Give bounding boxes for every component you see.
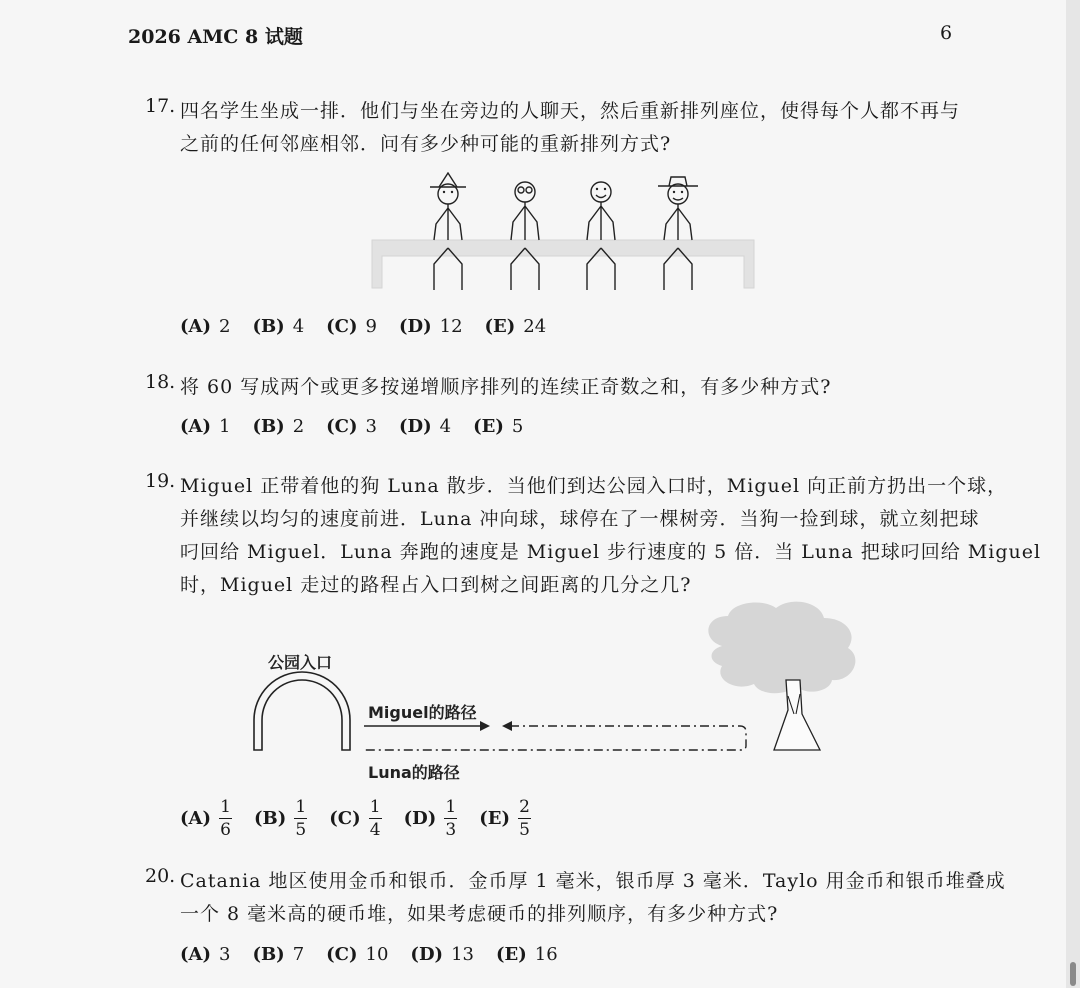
q20-choice-d[interactable]: (D) 13 [410,944,474,965]
q20-choice-e[interactable]: (E) 16 [495,944,558,965]
q18-choice-a[interactable]: (A) 1 [180,416,231,437]
q18-number: 18. [145,371,176,393]
q18-text [180,371,960,404]
student-1-icon [430,173,466,290]
q19-choice-d[interactable]: (D) $\frac{1}{3}$ [403,797,457,840]
q20-choice-b[interactable]: (B) 7 [252,944,305,965]
q18-choice-e[interactable]: (E) 5 [473,416,524,437]
q19-figure-park-path [240,600,890,760]
q20-choice-c[interactable]: (C) 10 [326,944,389,965]
q17-line-1: 四名学生坐成一排．他们与坐在旁边的人聊天，然后重新排列座位，使得每个人都不再与 [180,100,961,122]
page-number: 6 [940,22,953,44]
luna-path-label: Luna的路径 [368,763,460,782]
q19-choice-a[interactable]: (A) $\frac{1}{6}$ [180,797,231,840]
scrollbar-track[interactable] [1066,0,1080,988]
q18-choice-c[interactable]: (C) 3 [326,416,377,437]
q19-line-3: 叼回给 Miguel．Luna 奔跑的速度是 Miguel 步行速度的 5 倍．当 Luna 把球叼回给 Miguel [180,541,1042,563]
page-header-title: 2026 AMC 8 试题 [128,26,303,48]
q20-choice-a[interactable]: (A) 3 [180,944,231,965]
q17-choice-b[interactable]: (B) 4 [252,316,305,337]
q17-number: 17. [145,95,176,117]
student-2-icon [511,182,539,290]
q19-number: 19. [145,470,176,492]
park-arch-icon [254,672,350,750]
q20-text [180,865,1006,931]
tree-icon [708,602,855,750]
q20-line-1: Catania 地区使用金币和银币．金币厚 1 毫米，银币厚 3 毫米．Taylo 用金币和银币堆叠成 [180,870,1006,892]
student-3-icon [587,182,615,290]
student-4-icon [658,177,698,290]
q19-text [180,470,1042,602]
q17-choice-a[interactable]: (A) 2 [180,316,231,337]
q17-text [180,95,960,161]
q20-number: 20. [145,865,176,887]
q18-line-1: 将 60 写成两个或更多按递增顺序排列的连续正奇数之和，有多少种方式? [180,376,832,398]
q18-choices [180,416,545,437]
q17-choices [180,316,568,337]
q19-line-4: 时，Miguel 走过的路程占入口到树之间距离的几分之几? [180,574,692,596]
miguel-path-label: Miguel的路径 [368,703,477,722]
q19-choice-b[interactable]: (B) $\frac{1}{5}$ [254,797,307,840]
q20-line-2: 一个 8 毫米高的硬币堆，如果考虑硬币的排列顺序，有多少种方式? [180,903,779,925]
park-entrance-label: 公园入口 [268,653,333,672]
q17-choice-d[interactable]: (D) 12 [398,316,463,337]
q17-line-2: 之前的任何邻座相邻．问有多少种可能的重新排列方式? [180,133,672,155]
miguel-arrow-icon [364,721,490,731]
q19-choice-c[interactable]: (C) $\frac{1}{4}$ [329,797,381,840]
q17-choice-e[interactable]: (E) 24 [484,316,547,337]
scrollbar-thumb[interactable] [1070,962,1076,986]
q19-line-1: Miguel 正带着他的狗 Luna 散步．当他们到达公园入口时，Miguel 向正前方扔出一个球， [180,475,1008,497]
q17-choice-c[interactable]: (C) 9 [326,316,377,337]
q19-choices [180,798,553,839]
q18-choice-d[interactable]: (D) 4 [398,416,452,437]
q18-choice-b[interactable]: (B) 2 [252,416,305,437]
q17-figure-students-bench [368,172,760,294]
q20-choices [180,944,580,965]
q19-choice-e[interactable]: (E) $\frac{2}{5}$ [479,797,530,840]
q19-line-2: 并继续以均匀的速度前进．Luna 冲向球，球停在了一棵树旁．当狗一捡到球，就立刻把球 [180,508,980,530]
